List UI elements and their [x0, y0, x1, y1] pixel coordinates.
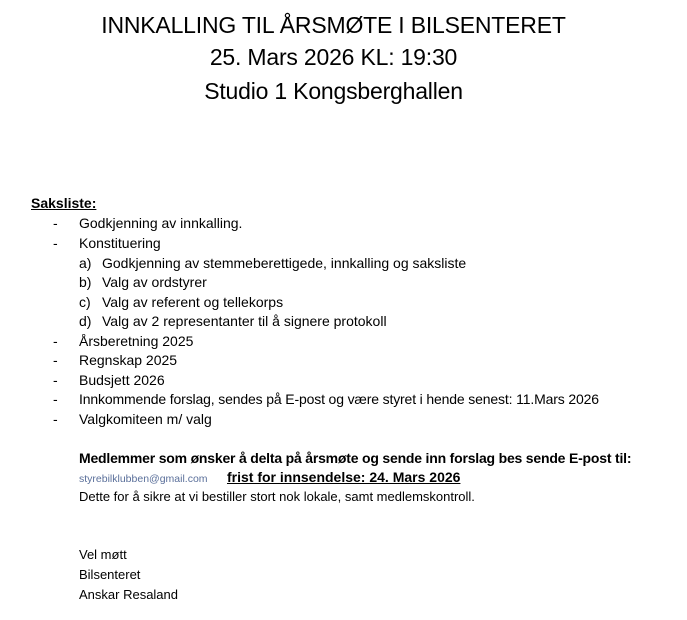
agenda-item-text: Årsberetning 2025: [79, 333, 194, 349]
bullet-dash: -: [53, 352, 58, 368]
sub-item-marker: d): [79, 313, 92, 329]
agenda-item-text: Budsjett 2026: [79, 372, 165, 388]
agenda-item-text: Godkjenning av innkalling.: [79, 215, 243, 231]
document-title: INNKALLING TIL ÅRSMØTE I BILSENTERET: [101, 12, 566, 38]
submission-notice: Medlemmer som ønsker å delta på årsmøte og sende inn forslag bes sende E-post til:: [79, 450, 632, 466]
sub-item-text: Valg av 2 representanter til å signere protokoll: [102, 313, 387, 329]
email-link[interactable]: styrebilklubben@gmail.com: [79, 473, 208, 485]
sub-item-text: Valg av ordstyrer: [102, 274, 207, 290]
sub-item-marker: a): [79, 255, 92, 271]
agenda-item-text: Innkommende forslag, sendes på E-post og være styret i hende senest: 11.Mars 2026: [79, 391, 599, 407]
bullet-dash: -: [53, 215, 58, 231]
sub-item-marker: b): [79, 274, 92, 290]
sub-item-marker: c): [79, 294, 91, 310]
meeting-date-time: 25. Mars 2026 KL: 19:30: [209, 44, 458, 70]
agenda-label: Saksliste:: [31, 195, 97, 211]
submission-deadline: frist for innsendelse: 24. Mars 2026: [227, 469, 461, 485]
signoff-name: Anskar Resaland: [79, 587, 178, 602]
bullet-dash: -: [53, 372, 58, 388]
bullet-dash: -: [53, 235, 58, 251]
meeting-location: Studio 1 Kongsberghallen: [204, 78, 463, 104]
bullet-dash: -: [53, 391, 58, 407]
agenda-item-text: Regnskap 2025: [79, 352, 178, 368]
sub-item-text: Godkjenning av stemmeberettigede, innkalling og saksliste: [102, 255, 467, 271]
purpose-text: Dette for å sikre at vi bestiller stort nok lokale, samt medlemskontroll.: [79, 489, 475, 504]
signoff-organization: Bilsenteret: [79, 567, 141, 582]
bullet-dash: -: [53, 333, 58, 349]
bullet-dash: -: [53, 411, 58, 427]
agenda-item-text: Valgkomiteen m/ valg: [79, 411, 212, 427]
agenda-item-text: Konstituering: [79, 235, 161, 251]
signoff-greeting: Vel møtt: [79, 547, 127, 562]
sub-item-text: Valg av referent og tellekorps: [102, 294, 284, 310]
